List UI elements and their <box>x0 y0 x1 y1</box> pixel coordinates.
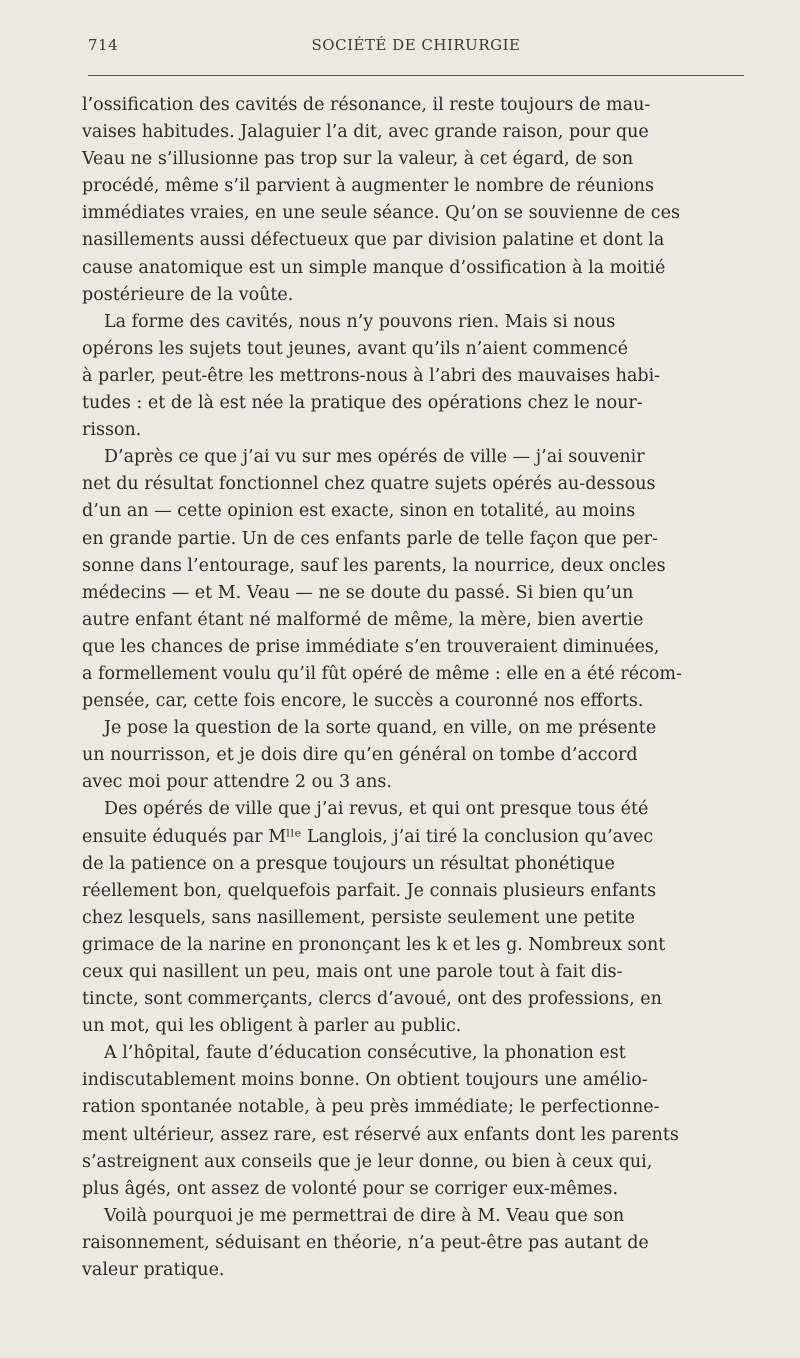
text-line: réellement bon, quelquefois parfait. Je connais plusieurs enfants <box>82 880 657 901</box>
running-title: SOCIÉTÉ DE CHIRURGIE <box>311 36 521 54</box>
text-line: grimace de la narine en prononçant les k et les g. Nombreux sont <box>82 934 666 955</box>
text-line: postérieure de la voûte. <box>82 284 294 305</box>
paragraph <box>82 309 744 444</box>
text-line: cause anatomique est un simple manque d’ossification à la moitié <box>82 257 666 278</box>
text-line: Veau ne s’illusionne pas trop sur la valeur, à cet égard, de son <box>82 149 634 170</box>
text-line: autre enfant étant né malformé de même, la mère, bien avertie <box>82 609 644 630</box>
text-line: ment ultérieur, assez rare, est réservé aux enfants dont les parents <box>82 1124 679 1145</box>
text-line: D’après ce que j’ai vu sur mes opérés de ville — j’ai souvenir <box>104 447 645 468</box>
text-line: procédé, même s’il parvient à augmenter le nombre de réunions <box>82 176 655 197</box>
text-line: un nourrisson, et je dois dire qu’en général on tombe d’accord <box>82 745 638 766</box>
text-line: ensuite éduqués par Mˡˡᵉ Langlois, j’ai tiré la conclusion qu’avec <box>82 826 654 847</box>
body-text <box>82 92 744 1284</box>
text-line: tincte, sont commerçants, clercs d’avoué, ont des professions, en <box>82 989 662 1010</box>
paragraph <box>82 715 744 796</box>
text-line: indiscutablement moins bonne. On obtient toujours une amélio- <box>82 1070 648 1091</box>
text-line: ration spontanée notable, à peu près immédiate; le perfectionne- <box>82 1097 660 1118</box>
text-line: l’ossification des cavités de résonance, il reste toujours de mau- <box>82 95 651 115</box>
paragraph <box>82 92 744 309</box>
paragraph <box>82 1203 744 1284</box>
text-line: A l’hôpital, faute d’éducation consécutive, la phonation est <box>104 1043 626 1064</box>
text-line: chez lesquels, sans nasillement, persiste seulement une petite <box>82 907 635 928</box>
text-line: médecins — et M. Veau — ne se doute du passé. Si bien qu’un <box>82 582 634 603</box>
text-line: a formellement voulu qu’il fût opéré de même : elle en a été récom- <box>82 663 682 684</box>
text-line: sonne dans l’entourage, sauf les parents, la nourrice, deux oncles <box>82 555 666 576</box>
text-line: plus âgés, ont assez de volonté pour se corriger eux-mêmes. <box>82 1178 619 1199</box>
text-line: vaises habitudes. Jalaguier l’a dit, avec grande raison, pour que <box>82 122 649 143</box>
text-line: opérons les sujets tout jeunes, avant qu’ils n’aient commencé <box>82 338 628 359</box>
text-line: immédiates vraies, en une seule séance. Qu’on se souvienne de ces <box>82 203 680 224</box>
text-line: à parler, peut-être les mettrons-nous à l’abri des mauvaises habi- <box>82 365 661 386</box>
text-line: s’astreignent aux conseils que je leur donne, ou bien à ceux qui, <box>82 1151 653 1172</box>
text-line: La forme des cavités, nous n’y pouvons rien. Mais si nous <box>104 311 616 332</box>
text-line: Je pose la question de la sorte quand, en ville, on me présente <box>104 718 657 739</box>
text-line: nasillements aussi défectueux que par division palatine et dont la <box>82 230 665 251</box>
text-line: un mot, qui les obligent à parler au public. <box>82 1016 462 1037</box>
paragraph <box>82 796 744 1040</box>
text-line: avec moi pour attendre 2 ou 3 ans. <box>82 772 392 793</box>
text-line: que les chances de prise immédiate s’en trouveraient diminuées, <box>82 636 660 657</box>
text-line: de la patience on a presque toujours un résultat phonétique <box>82 853 615 874</box>
page-number: 714 <box>88 36 119 54</box>
text-line: tudes : et de là est née la pratique des opérations chez le nour- <box>82 393 643 414</box>
text-line: valeur pratique. <box>82 1260 225 1281</box>
text-line: net du résultat fonctionnel chez quatre sujets opérés au-dessous <box>82 474 656 495</box>
text-line: ceux qui nasillent un peu, mais ont une parole tout à fait dis- <box>82 962 623 982</box>
header-rule <box>88 75 744 76</box>
text-line: en grande partie. Un de ces enfants parle de telle façon que per- <box>82 528 658 549</box>
paragraph <box>82 1040 744 1203</box>
text-line: risson. <box>82 420 142 441</box>
paragraph <box>82 444 744 715</box>
text-line: d’un an — cette opinion est exacte, sinon en totalité, au moins <box>82 501 636 522</box>
text-line: Voilà pourquoi je me permettrai de dire à M. Veau que son <box>104 1205 625 1226</box>
text-line: raisonnement, séduisant en théorie, n’a peut-être pas autant de <box>82 1232 649 1253</box>
page-header <box>88 36 744 60</box>
text-line: pensée, car, cette fois encore, le succès a couronné nos efforts. <box>82 691 644 712</box>
text-line: Des opérés de ville que j’ai revus, et qui ont presque tous été <box>104 799 649 820</box>
